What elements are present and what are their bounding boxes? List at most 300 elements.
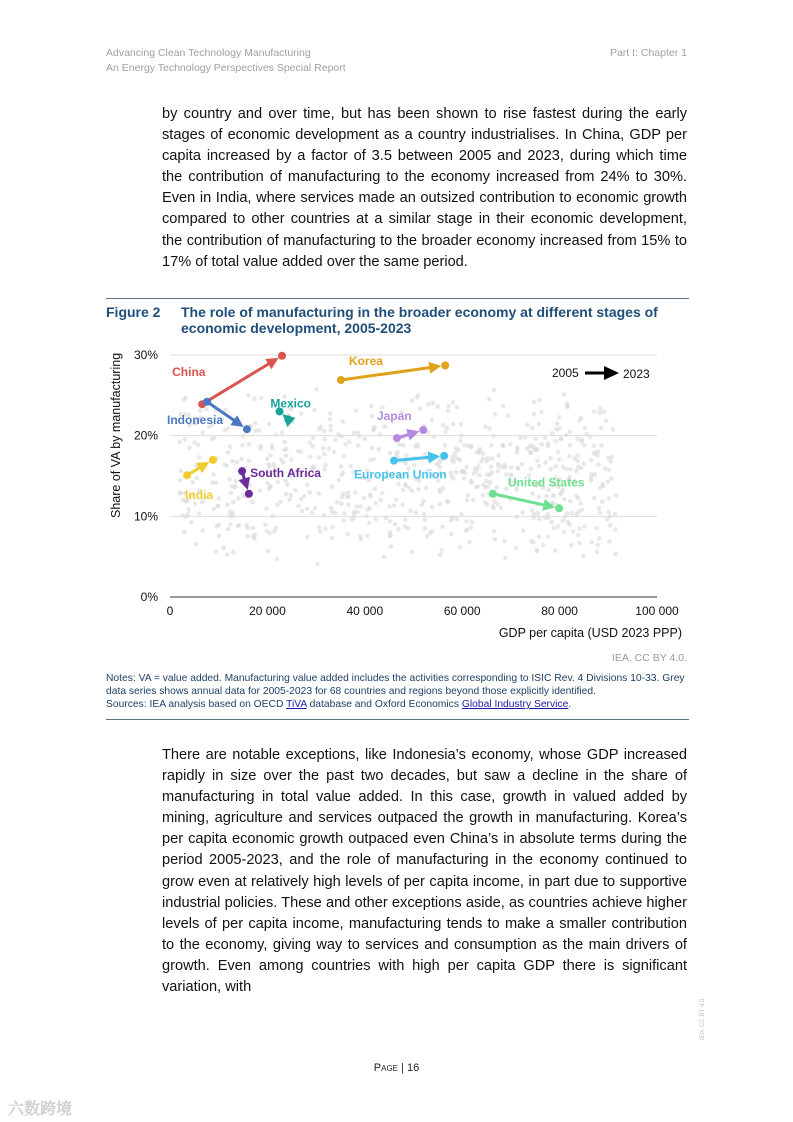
background-point	[483, 500, 488, 505]
background-point	[225, 503, 230, 508]
background-point	[594, 526, 599, 531]
background-point	[487, 397, 492, 402]
background-point	[226, 450, 231, 455]
y-tick-label: 20%	[133, 428, 158, 443]
background-point	[241, 434, 246, 439]
background-point	[273, 526, 278, 531]
background-point	[549, 520, 554, 525]
background-point	[530, 491, 535, 496]
background-point	[377, 447, 382, 452]
series-label: South Africa	[250, 466, 321, 481]
background-point	[477, 473, 482, 478]
background-point	[226, 426, 231, 431]
background-point	[415, 442, 420, 447]
background-point	[446, 408, 451, 413]
background-point	[210, 480, 215, 485]
background-point	[293, 488, 298, 493]
background-point	[546, 534, 551, 539]
background-point	[412, 463, 417, 468]
background-point	[565, 403, 570, 408]
background-point	[423, 452, 428, 457]
background-point	[327, 446, 332, 451]
series-label: Korea	[348, 354, 383, 369]
background-point	[420, 502, 425, 507]
background-point	[598, 406, 603, 411]
background-point	[568, 467, 573, 472]
background-point	[416, 487, 421, 492]
background-point	[543, 460, 548, 465]
series-label: Japan	[376, 409, 412, 424]
background-point	[484, 479, 489, 484]
background-point	[389, 544, 394, 549]
background-point	[369, 446, 374, 451]
background-point	[410, 398, 415, 403]
series-label: Mexico	[270, 396, 312, 411]
background-point	[557, 415, 562, 420]
background-point	[489, 443, 494, 448]
series-label: United States	[507, 475, 585, 490]
background-point	[368, 458, 373, 463]
background-point	[305, 507, 310, 512]
background-point	[592, 496, 597, 501]
background-point	[195, 476, 200, 481]
background-point	[182, 397, 187, 402]
background-point	[372, 487, 377, 492]
background-point	[470, 520, 475, 525]
background-point	[529, 466, 534, 471]
background-point	[312, 408, 317, 413]
sources-text: Sources: IEA analysis based on OECD	[106, 699, 287, 710]
chapter-label: Part I: Chapter 1	[609, 47, 687, 59]
background-point	[252, 397, 257, 402]
background-point	[189, 520, 194, 525]
background-point	[396, 527, 401, 532]
background-point	[496, 464, 501, 469]
background-point	[562, 497, 567, 502]
background-point	[597, 536, 602, 541]
background-point	[397, 442, 402, 447]
background-point	[367, 520, 372, 525]
background-point	[475, 468, 480, 473]
background-point	[236, 496, 241, 501]
background-point	[404, 453, 409, 458]
trend-line	[341, 367, 433, 380]
background-point	[228, 522, 233, 527]
background-point	[251, 534, 256, 539]
point-2023	[243, 425, 251, 433]
background-point	[539, 442, 544, 447]
series-india	[183, 456, 217, 502]
background-point	[422, 517, 427, 522]
background-point	[449, 474, 454, 479]
background-point	[314, 387, 319, 392]
background-point	[239, 457, 244, 462]
background-point	[339, 502, 344, 507]
background-point	[372, 425, 377, 430]
background-point	[553, 548, 558, 553]
background-point	[253, 421, 258, 426]
background-point	[608, 523, 613, 528]
background-point	[589, 475, 594, 480]
background-point	[535, 549, 540, 554]
background-point	[599, 443, 604, 448]
sources-text: .	[568, 699, 572, 710]
background-point	[476, 464, 481, 469]
background-point	[317, 427, 322, 432]
background-point	[590, 540, 595, 545]
background-point	[317, 525, 322, 530]
background-point	[365, 533, 370, 538]
background-point	[346, 490, 351, 495]
background-point	[353, 490, 358, 495]
background-point	[518, 436, 523, 441]
background-point	[329, 506, 334, 511]
background-point	[228, 444, 233, 449]
background-point	[595, 543, 600, 548]
background-point	[436, 404, 441, 409]
background-point	[339, 464, 344, 469]
background-point	[236, 524, 241, 529]
background-point	[305, 535, 310, 540]
background-point	[363, 436, 368, 441]
background-point	[328, 423, 333, 428]
background-point	[178, 491, 183, 496]
background-point	[246, 534, 251, 539]
background-point	[457, 458, 462, 463]
background-point	[322, 452, 327, 457]
background-point	[530, 426, 535, 431]
background-point	[422, 512, 427, 517]
global-industry-service-link[interactable]: Global Industry Service	[461, 699, 569, 710]
report-title: Advancing Clean Technology Manufacturing	[106, 47, 311, 59]
background-point	[414, 395, 419, 400]
background-point	[182, 529, 187, 534]
background-point	[200, 430, 205, 435]
background-point	[267, 422, 272, 427]
background-point	[485, 472, 490, 477]
background-point	[578, 501, 583, 506]
background-point	[450, 454, 455, 459]
background-point	[330, 525, 335, 530]
background-point	[177, 440, 182, 445]
background-point	[481, 457, 486, 462]
background-point	[430, 505, 435, 510]
background-point	[537, 422, 542, 427]
background-point	[592, 409, 597, 414]
background-point	[225, 552, 230, 557]
background-point	[611, 427, 616, 432]
background-point	[481, 451, 486, 456]
background-point	[577, 509, 582, 514]
background-point	[438, 502, 443, 507]
background-point	[299, 497, 304, 502]
background-point	[197, 455, 202, 460]
x-tick-label: 0	[166, 604, 174, 618]
point-2005	[284, 416, 292, 424]
background-point	[211, 472, 216, 477]
background-point	[349, 464, 354, 469]
background-point	[313, 506, 318, 511]
background-point	[521, 529, 526, 534]
background-point	[532, 400, 537, 405]
background-point	[323, 526, 328, 531]
background-point	[520, 462, 525, 467]
background-point	[607, 496, 612, 501]
background-point	[310, 511, 315, 516]
background-point	[240, 443, 245, 448]
background-point	[458, 545, 463, 550]
background-point	[593, 472, 598, 477]
background-point	[478, 447, 483, 452]
background-point	[340, 495, 345, 500]
background-point	[574, 493, 579, 498]
background-point	[432, 434, 437, 439]
background-point	[591, 451, 596, 456]
background-point	[403, 524, 408, 529]
background-point	[194, 542, 199, 547]
background-point	[310, 444, 315, 449]
background-point	[339, 434, 344, 439]
background-point	[613, 512, 618, 517]
background-point	[558, 492, 563, 497]
series-mexico	[270, 397, 311, 427]
report-subtitle: An Energy Technology Perspectives Special Report	[106, 62, 346, 74]
background-point	[474, 485, 479, 490]
background-point	[438, 552, 443, 557]
background-point	[492, 388, 497, 393]
background-point	[333, 438, 338, 443]
background-point	[481, 493, 486, 498]
background-point	[210, 437, 215, 442]
background-point	[332, 449, 337, 454]
background-point	[235, 460, 240, 465]
background-point	[501, 404, 506, 409]
background-point	[408, 509, 413, 514]
background-point	[577, 541, 582, 546]
background-point	[582, 461, 587, 466]
background-point	[321, 446, 326, 451]
tiva-link[interactable]: TiVA	[286, 699, 307, 710]
point-2023	[419, 426, 427, 434]
background-point	[568, 499, 573, 504]
point-2005	[337, 376, 345, 384]
side-credit: IEA. CC BY 4.0.	[700, 997, 706, 1040]
background-point	[535, 458, 540, 463]
background-point	[501, 444, 506, 449]
background-point	[330, 536, 335, 541]
background-point	[471, 498, 476, 503]
background-point	[379, 498, 384, 503]
background-point	[266, 549, 271, 554]
background-point	[265, 457, 270, 462]
point-2005	[238, 467, 246, 475]
background-point	[263, 523, 268, 528]
background-point	[520, 510, 525, 515]
background-point	[387, 504, 392, 509]
background-point	[548, 456, 553, 461]
background-point	[247, 459, 252, 464]
background-point	[201, 528, 206, 533]
background-point	[596, 463, 601, 468]
background-point	[551, 494, 556, 499]
background-point	[403, 518, 408, 523]
background-point	[443, 443, 448, 448]
background-point	[592, 444, 597, 449]
background-point	[355, 510, 360, 515]
background-point	[598, 510, 603, 515]
background-point	[567, 430, 572, 435]
page-word: Page	[373, 1062, 398, 1074]
background-point	[562, 529, 567, 534]
y-tick-label: 10%	[133, 509, 158, 524]
background-point	[530, 508, 535, 513]
background-point	[503, 556, 508, 561]
background-point	[556, 450, 561, 455]
background-point	[537, 464, 542, 469]
background-point	[341, 454, 346, 459]
background-point	[229, 491, 234, 496]
legend	[552, 366, 650, 381]
background-point	[525, 446, 530, 451]
background-point	[323, 463, 328, 468]
background-point	[424, 486, 429, 491]
point-2023	[245, 490, 253, 498]
background-point	[597, 506, 602, 511]
background-point	[392, 503, 397, 508]
series-label: India	[185, 488, 214, 503]
background-point	[388, 534, 393, 539]
background-point	[458, 439, 463, 444]
background-point	[604, 418, 609, 423]
background-point	[341, 419, 346, 424]
background-point	[273, 432, 278, 437]
watermark: 六数跨境	[8, 1101, 73, 1118]
point-2005	[393, 434, 401, 442]
background-point	[278, 499, 283, 504]
background-point	[300, 509, 305, 514]
background-point	[463, 471, 468, 476]
background-point	[569, 511, 574, 516]
background-point	[441, 423, 446, 428]
background-point	[287, 497, 292, 502]
background-point	[259, 396, 264, 401]
background-point	[230, 459, 235, 464]
background-point	[383, 424, 388, 429]
background-point	[531, 540, 536, 545]
background-point	[595, 549, 600, 554]
background-point	[599, 426, 604, 431]
background-point	[366, 507, 371, 512]
background-point	[247, 442, 252, 447]
background-point	[483, 424, 488, 429]
background-point	[393, 522, 398, 527]
background-point	[388, 519, 393, 524]
background-point	[322, 467, 327, 472]
background-point	[394, 497, 399, 502]
background-point	[251, 526, 256, 531]
background-point	[613, 552, 618, 557]
background-point	[489, 465, 494, 470]
background-point	[284, 492, 289, 497]
background-point	[284, 447, 289, 452]
background-point	[458, 422, 463, 427]
background-point	[341, 518, 346, 523]
background-point	[328, 428, 333, 433]
background-point	[462, 476, 467, 481]
background-point	[414, 511, 419, 516]
background-point	[597, 411, 602, 416]
legend-end: 2023	[623, 367, 650, 381]
background-point	[576, 533, 581, 538]
background-point	[234, 479, 239, 484]
figure-title: The role of manufacturing in the broader economy at different stages of economic development, 2005-2023	[181, 304, 658, 336]
background-point	[196, 443, 201, 448]
background-point	[498, 505, 503, 510]
background-point	[603, 466, 608, 471]
background-point	[231, 500, 236, 505]
background-point	[280, 431, 285, 436]
background-point	[305, 482, 310, 487]
background-point	[550, 431, 555, 436]
background-point	[487, 426, 492, 431]
background-point	[609, 476, 614, 481]
point-2005	[183, 471, 191, 479]
background-point	[469, 525, 474, 530]
figure-bottom-rule	[106, 719, 689, 720]
background-point	[270, 444, 275, 449]
background-point	[204, 407, 209, 412]
background-point	[214, 524, 219, 529]
background-point	[289, 457, 294, 462]
background-point	[492, 499, 497, 504]
background-point	[493, 537, 498, 542]
background-point	[508, 442, 513, 447]
background-point	[317, 491, 322, 496]
background-point	[528, 450, 533, 455]
point-2023	[209, 456, 217, 464]
background-point	[317, 455, 322, 460]
background-point	[265, 481, 270, 486]
background-point	[330, 484, 335, 489]
background-point	[378, 432, 383, 437]
background-point	[339, 473, 344, 478]
background-point	[178, 478, 183, 483]
background-point	[430, 529, 435, 534]
background-point	[356, 443, 361, 448]
background-point	[380, 491, 385, 496]
background-point	[537, 494, 542, 499]
background-point	[259, 444, 264, 449]
background-point	[565, 511, 570, 516]
page-number: 16	[406, 1062, 420, 1074]
background-point	[396, 482, 401, 487]
background-point	[566, 520, 571, 525]
background-point	[452, 460, 457, 465]
background-point	[450, 400, 455, 405]
background-point	[602, 409, 607, 414]
background-point	[250, 500, 255, 505]
background-point	[382, 554, 387, 559]
background-point	[362, 496, 367, 501]
background-point	[496, 469, 501, 474]
background-point	[537, 398, 542, 403]
paragraph-2: There are notable exceptions, like Indonesia’s economy, whose GDP increased rapidly in size over the past two decades, but saw a decline in the share of manufacturing in total value added. In this case, growth in valued added by mining, agriculture and services outpaced the growth in manufacturing. Korea’s per capita economic growth outpaced even China’s in absolute terms during the period 2005-2023, and the role of manufacturing in the economy continued to grow even at relatively high levels of per capita income, in part due to supportive industrial policies. These and other exceptions aside, as countries achieve higher levels of per capita income, manufacturing tends to make a smaller contribution to the economy, giving way to services and consumption as the main drivers of growth. Even among countries with high per capita GDP there is significant variation, with	[162, 747, 687, 996]
background-point	[503, 465, 508, 470]
paragraph-1: by country and over time, but has been shown to rise fastest during the early stages of economic development as a country industrialises. In China, GDP per capita increased by a factor of 3.5 between 2005 and 2023, during which time the contribution of manufacturing to the economy increased from 24% to 30%. Even in India, where services made an outsized contribution to economic growth compared to other countries at a similar stage in their economic development, the contribution of manufacturing to the broader economy increased from 15% to 17% of total value added over the same period.	[162, 106, 687, 270]
background-point	[552, 526, 557, 531]
background-point	[275, 557, 280, 562]
background-point	[423, 526, 428, 531]
